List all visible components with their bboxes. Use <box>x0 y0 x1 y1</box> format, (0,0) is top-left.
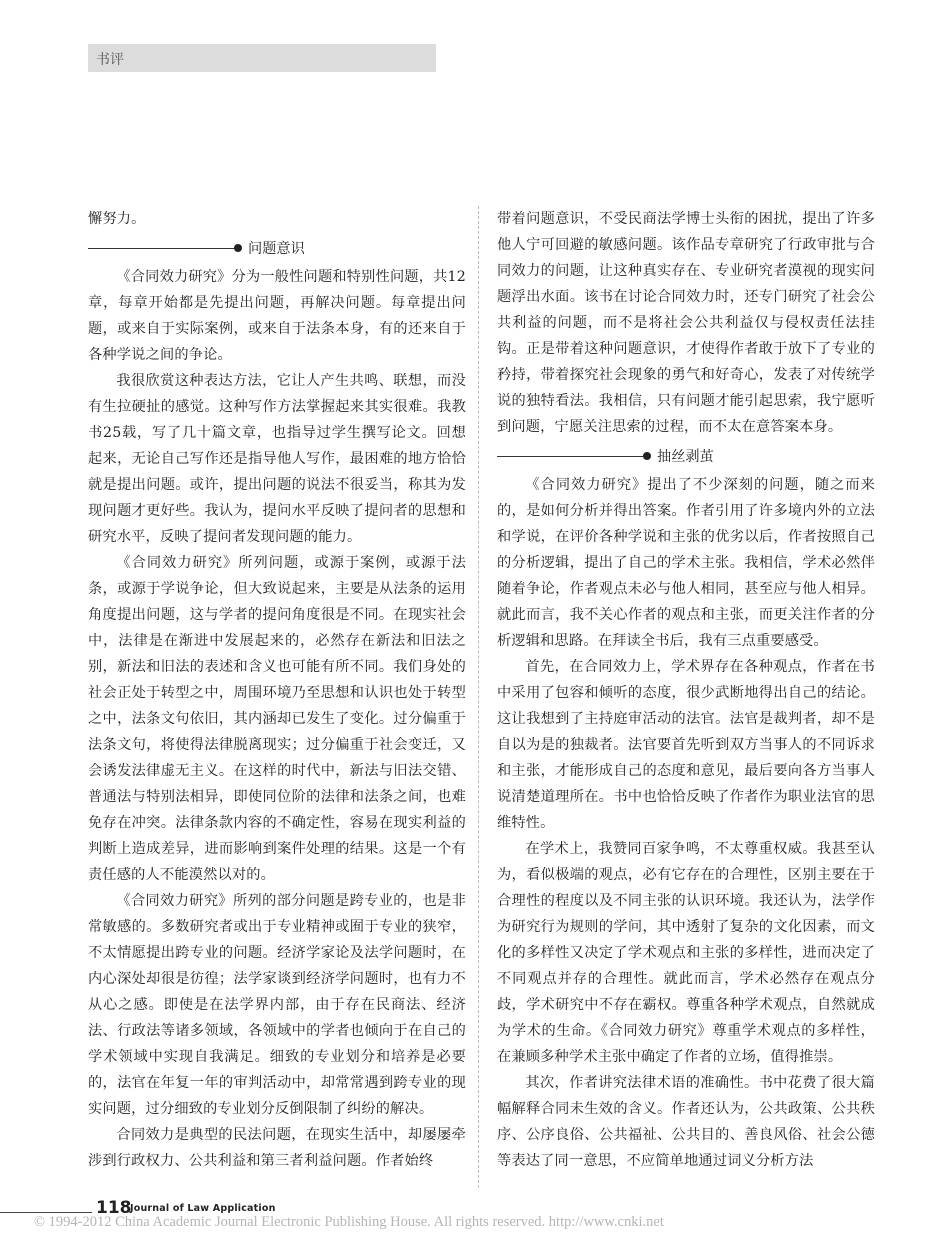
paragraph: 《合同效力研究》所列的部分问题是跨专业的，也是非常敏感的。多数研究者或出于专业精神或囿于专业的狭窄，不太情愿提出跨专业的问题。经济学家论及法学问题时，在内心深处却很是彷徨；法学家谈到经济学问题时，也有力不从心之感。即使是在法学界内部，由于存在民商法、经济法、行政法等诸多领域，各领域中的学者也倾向于在自己的学术领域中实现自我满足。细致的专业划分和培养是必要的，法官在年复一年的审判活动中，却常常遇到跨专业的现实问题，过分细致的专业划分反倒限制了纠纷的解决。 <box>88 893 466 1117</box>
section-heading-analysis <box>497 444 875 470</box>
left-column <box>88 206 466 1174</box>
footer-rule <box>0 1212 92 1213</box>
bullet-dot-icon <box>234 244 242 252</box>
section-label: 书评 <box>96 52 124 68</box>
section-title: 抽丝剥茧 <box>657 449 714 465</box>
paragraph: 合同效力是典型的民法问题，在现实生活中，却屡屡牵涉到行政权力、公共利益和第三者利益问题。作者始终 <box>88 1127 466 1169</box>
section-title: 问题意识 <box>248 241 305 257</box>
paragraph: 《合同效力研究》分为一般性问题和特别性问题，共12章，每章开始都是先提出问题，再解决问题。每章提出问题，或来自于实际案例，或来自于法条本身，有的还来自于各种学说之间的争论。 <box>88 269 466 363</box>
section-heading-problem-awareness <box>88 236 466 262</box>
right-column <box>497 206 875 1174</box>
bullet-dot-icon <box>643 452 651 460</box>
section-rule <box>88 248 236 249</box>
opening-line: 懈努力。 <box>88 211 146 227</box>
journal-name: Journal of Law Application <box>130 1203 276 1214</box>
paragraph: 《合同效力研究》所列问题，或源于案例，或源于法条，或源于学说争论，但大致说起来，主要是从法条的运用角度提出问题，这与学者的提问角度很是不同。在现实社会中，法律是在渐进中发展起来的，必然存在新法和旧法之别，新法和旧法的表述和含义也可能有所不同。我们身处的社会正处于转型之中，周围环境乃至思想和认识也处于转型之中，法条文句依旧，其内涵却已发生了变化。过分偏重于法条文句，将使得法律脱离现实；过分偏重于社会变迁，又会诱发法律虚无主义。在这样的时代中，新法与旧法交错、普通法与特别法相异，即使同位阶的法律和法条之间，也难免存在冲突。法律条款内容的不确定性，容易在现实利益的判断上造成差异，进而影响到案件处理的结果。这是一个有责任感的人不能漠然以对的。 <box>88 555 466 883</box>
paragraph: 《合同效力研究》提出了不少深刻的问题，随之而来的，是如何分析并得出答案。作者引用了许多境内外的立法和学说，在评价各种学说和主张的优劣以后，作者按照自己的分析逻辑，提出了自己的学术主张。我相信，学术必然伴随着争论，作者观点未必与他人相同，甚至应与他人相异。就此而言，我不关心作者的观点和主张，而更关注作者的分析逻辑和思路。在拜读全书后，我有三点重要感受。 <box>497 477 875 649</box>
section-rule <box>497 456 645 457</box>
paragraph-continued: 带着问题意识，不受民商法学博士头衔的困扰，提出了许多他人宁可回避的敏感问题。该作品专章研究了行政审批与合同效力的问题，让这种真实存在、专业研究者漠视的现实问题浮出水面。该书在讨论合同效力时，还专门研究了社会公共利益的问题，而不是将社会公共利益仅与侵权责任法挂钩。正是带着这种问题意识，才使得作者敢于放下了专业的矜持，带着探究社会现象的勇气和好奇心，发表了对传统学说的独特看法。我相信，只有问题才能引起思索，我宁愿听到问题，宁愿关注思索的过程，而不太在意答案本身。 <box>497 211 875 435</box>
column-divider <box>478 206 479 1188</box>
section-header-bar <box>88 44 436 72</box>
paragraph: 在学术上，我赞同百家争鸣，不太尊重权威。我甚至认为，看似极端的观点，必有它存在的合理性，区别主要在于合理性的程度以及不同主张的认识环境。我还认为，法学作为研究行为规则的学问，其中透射了复杂的文化因素，而文化的多样性又决定了学术观点和主张的多样性，进而决定了不同观点并存的合理性。就此而言，学术必然存在观点分歧，学术研究中不存在霸权。尊重各种学术观点，自然就成为学术的生命。《合同效力研究》尊重学术观点的多样性，在兼顾多种学术主张中确定了作者的立场，值得推崇。 <box>497 841 875 1065</box>
copyright-watermark: © 1994-2012 China Academic Journal Electronic Publishing House. All rights reserved. http://www.cnki.net <box>34 1214 664 1230</box>
paragraph: 我很欣赏这种表达方法，它让人产生共鸣、联想，而没有生拉硬扯的感觉。这种写作方法掌握起来其实很难。我教书25载，写了几十篇文章，也指导过学生撰写论文。回想起来，无论自己写作还是指导他人写作，最困难的地方恰恰就是提出问题。或许，提出问题的说法不很妥当，称其为发现问题才更好些。我认为，提问水平反映了提问者的思想和研究水平，反映了提问者发现问题的能力。 <box>88 373 466 545</box>
page-number: 118 <box>96 1198 132 1218</box>
paragraph: 首先，在合同效力上，学术界存在各种观点，作者在书中采用了包容和倾听的态度，很少武断地得出自己的结论。这让我想到了主持庭审活动的法官。法官是裁判者，却不是自以为是的独裁者。法官要首先听到双方当事人的不同诉求和主张，才能形成自己的态度和意见，最后要向各方当事人说清楚道理所在。书中也恰恰反映了作者作为职业法官的思维特性。 <box>497 659 875 831</box>
paragraph: 其次，作者讲究法律术语的准确性。书中花费了很大篇幅解释合同未生效的含义。作者还认为，公共政策、公共秩序、公序良俗、公共福祉、公共目的、善良风俗、社会公德等表达了同一意思，不应简单地通过词义分析方法 <box>497 1075 875 1169</box>
